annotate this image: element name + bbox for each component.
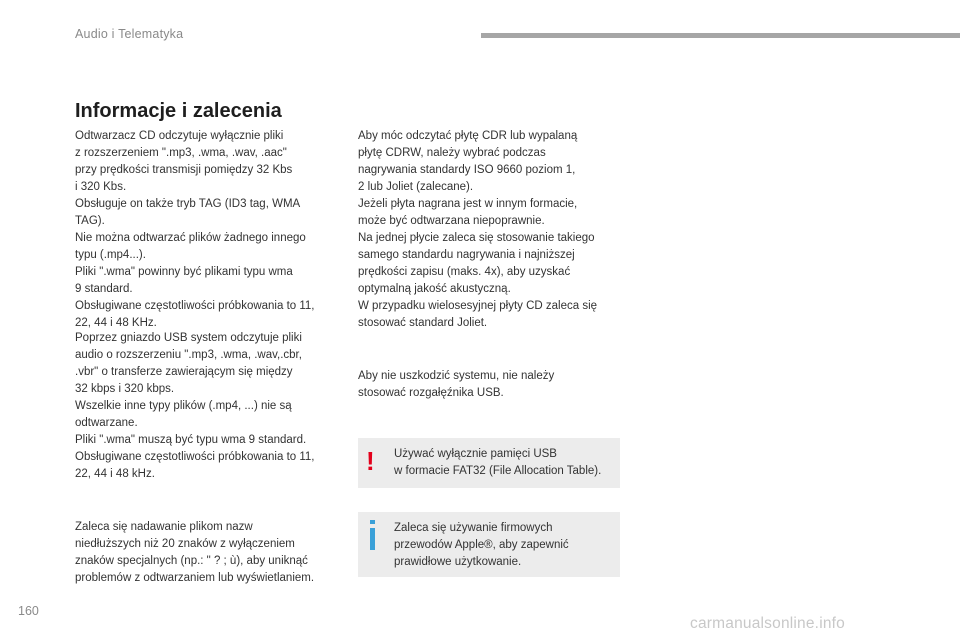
text-line: może być odtwarzana niepoprawnie. <box>358 215 545 227</box>
text-line: 32 kbps i 320 kbps. <box>75 383 175 395</box>
text-line: odtwarzane. <box>75 417 138 429</box>
text-line: przy prędkości transmisji pomiędzy 32 Kbs <box>75 164 293 176</box>
usb-hub-paragraph <box>358 368 633 402</box>
text-line: Nie można odtwarzać plików żadnego innego <box>75 232 306 244</box>
text-line: Pliki ".wma" powinny być plikami typu wma <box>75 266 293 278</box>
section-title: Audio i Telematyka <box>75 27 184 41</box>
text-line: Obsługiwane częstotliwości próbkowania to 11, <box>75 451 315 463</box>
text-line: optymalną jakość akustyczną. <box>358 283 511 295</box>
text-line: 22, 44 i 48 kHz. <box>75 468 155 480</box>
text-line: Na jednej płycie zaleca się stosowanie takiego <box>358 232 595 244</box>
text-line: TAG). <box>75 215 105 227</box>
text-line: Poprzez gniazdo USB system odczytuje pliki <box>75 332 302 344</box>
text-line: Obsługuje on także tryb TAG (ID3 tag, WMA <box>75 198 301 210</box>
text-line: .vbr" o transferze zawierającym się między <box>75 366 293 378</box>
text-line: i 320 Kbs. <box>75 181 127 193</box>
text-line: nagrywania standardy ISO 9660 poziom 1, <box>358 164 576 176</box>
text-line: Aby nie uszkodzić systemu, nie należy <box>358 370 555 382</box>
text-line: stosować standard Joliet. <box>358 317 488 329</box>
page-title: Informacje i zalecenia <box>75 100 282 122</box>
info-icon <box>370 520 375 550</box>
text-line: 22, 44 i 48 KHz. <box>75 317 157 329</box>
text-line: Zaleca się nadawanie plikom nazw <box>75 521 253 533</box>
text-line: W przypadku wielosesyjnej płyty CD zaleca się <box>358 300 598 312</box>
warning-text <box>394 446 601 480</box>
text-line: z rozszerzeniem ".mp3, .wma, .wav, .aac" <box>75 147 287 159</box>
text-line: typu (.mp4...). <box>75 249 146 261</box>
text-line: prędkości zapisu (maks. 4x), aby uzyskać <box>358 266 571 278</box>
text-line: Pliki ".wma" muszą być typu wma 9 standard. <box>75 434 307 446</box>
file-naming-paragraph <box>75 519 350 587</box>
page-number: 160 <box>18 604 39 618</box>
text-line: Wszelkie inne typy plików (.mp4, ...) nie są <box>75 400 292 412</box>
text-line: samego standardu nagrywania i najniższej <box>358 249 575 261</box>
text-line: problemów z odtwarzaniem lub wyświetlaniem. <box>75 572 315 584</box>
text-line: audio o rozszerzeniu ".mp3, .wma, .wav,.cbr, <box>75 349 302 361</box>
text-line: płytę CDRW, należy wybrać podczas <box>358 147 546 159</box>
text-line: Jeżeli płyta nagrana jest w innym formacie, <box>358 198 578 210</box>
exclamation-icon: ! <box>366 446 375 476</box>
text-line: stosować rozgałęźnika USB. <box>358 387 504 399</box>
info-box <box>358 512 620 577</box>
text-line: Aby móc odczytać płytę CDR lub wypalaną <box>358 130 578 142</box>
text-line: znaków specjalnych (np.: " ? ; ù), aby uniknąć <box>75 555 308 567</box>
watermark: carmanualsonline.info <box>690 615 845 632</box>
text-line: Odtwarzacz CD odczytuje wyłącznie pliki <box>75 130 284 142</box>
text-line: przewodów Apple®, aby zapewnić <box>394 539 569 551</box>
usb-formats-paragraph <box>75 330 350 483</box>
text-line: 9 standard. <box>75 283 133 295</box>
cdr-recording-paragraph <box>358 128 633 332</box>
info-text <box>394 520 569 571</box>
text-line: 2 lub Joliet (zalecane). <box>358 181 474 193</box>
header-bar <box>481 33 960 38</box>
text-line: w formacie FAT32 (File Allocation Table). <box>394 465 602 477</box>
text-line: prawidłowe użytkowanie. <box>394 556 522 568</box>
cd-formats-paragraph <box>75 128 350 332</box>
text-line: Obsługiwane częstotliwości próbkowania to 11, <box>75 300 315 312</box>
text-line: Używać wyłącznie pamięci USB <box>394 448 557 460</box>
text-line: niedłuższych niż 20 znaków z wyłączeniem <box>75 538 295 550</box>
warning-box <box>358 438 620 488</box>
text-line: Zaleca się używanie firmowych <box>394 522 553 534</box>
